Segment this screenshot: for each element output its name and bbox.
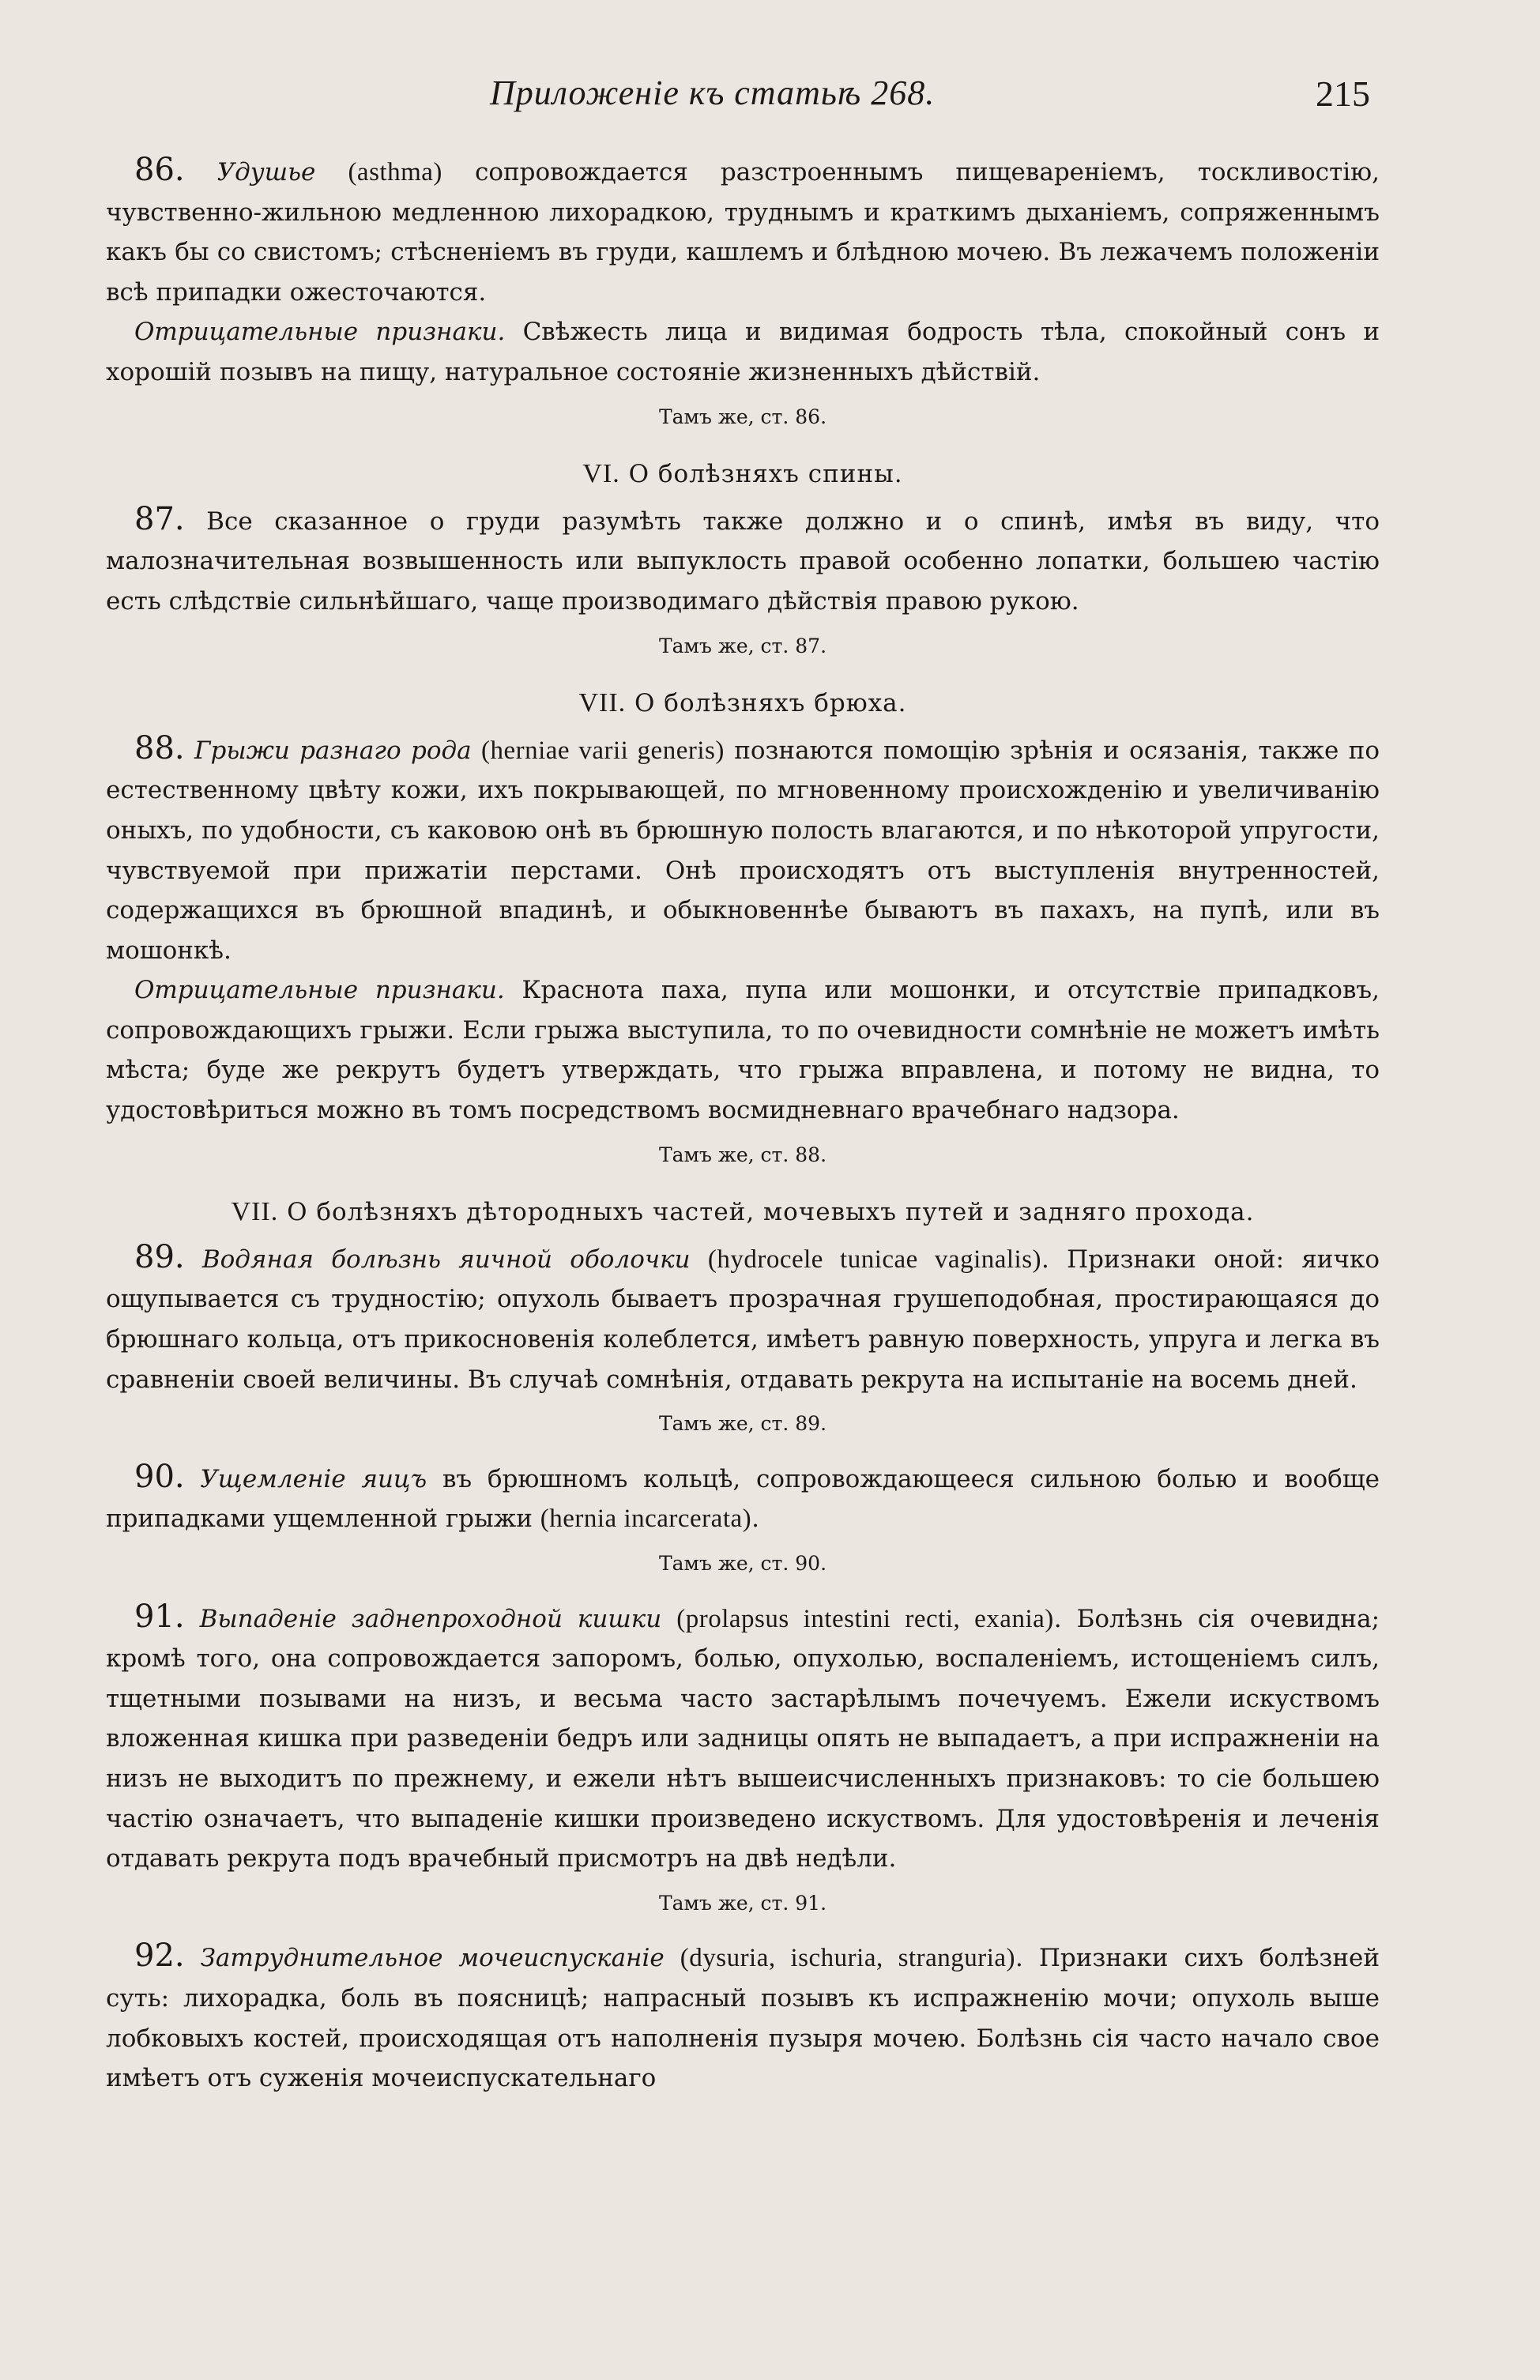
negative-signs-86 [106,312,1380,392]
article-number: 87. [134,500,185,537]
source-reference: Тамъ же, ст. 89. [658,1412,827,1436]
article-text-after: . [751,1504,759,1534]
article-text: сопровождается разстроеннымъ пищевареніемъ, тоскливостію, чувственно-жильною медленною лихорадкою, труднымъ и краткимъ дыханіемъ, сопряженнымъ какъ бы со свистомъ; стѣсненіемъ въ груди, кашлемъ и блѣдною мочею. Въ лежачемъ положеніи всѣ припадки ожесточаются. [106,158,1380,307]
article-89 [106,1237,1380,1399]
latin-term: (dysuria, ischuria, stranguria) [680,1944,1016,1973]
article-87 [106,499,1380,622]
article-number: 86. [134,152,185,188]
running-head [0,73,1540,120]
article-text: . Болѣзнь сія очевидна; кромѣ того, она сопровождается запоромъ, болью, опухолью, воспаленіемъ, истощеніемъ силъ, тщетными позывами на низъ, и весьма часто застарѣлымъ почечуемъ. Ежели искуствомъ вложенная кишка при разведеніи бедръ или задницы опять не выпадаетъ, а при испражненіи на низъ не выходитъ по прежнему, и ежели нѣтъ вышеисчисленныхъ признаковъ: то сіе большею частію означаетъ, что выпаденіе кишки произведено искуствомъ. Для удостовѣренія и леченія отдавать рекрута подъ врачебный присмотръ на двѣ недѣли. [106,1604,1380,1873]
body-text [106,150,1380,2099]
article-91 [106,1597,1380,1879]
article-text: . Признаки сихъ болѣзней суть: лихорадка, боль въ поясницѣ; напрасный позывъ къ испражненію мочи; опухоль выше лобковыхъ костей, происходящая отъ наполненія пузыря мочею. Болѣзнь сія часто начало свое имѣетъ отъ суженія мочеиспускательнаго [106,1944,1380,2093]
latin-term: (prolapsus intestini recti, exania) [676,1604,1054,1633]
article-term: Удушье [217,158,316,186]
article-number: 92. [134,1938,185,1975]
article-86 [106,150,1380,312]
latin-term: (asthma) [348,158,442,186]
section-roman: VII. [231,1197,279,1227]
article-number: 89. [134,1238,185,1275]
article-term: Ущемленіе яицъ [200,1464,427,1493]
source-reference: Тамъ же, ст. 87. [658,634,827,657]
section-heading [106,1192,1380,1233]
latin-term: (hernia incarcerata) [540,1504,752,1534]
section-roman: VI. [582,459,620,489]
article-90 [106,1457,1380,1539]
section-heading [106,683,1380,724]
latin-term: (hydrocele tunicae vaginalis) [707,1245,1042,1274]
article-number: 90. [134,1458,185,1495]
source-reference: Тамъ же, ст. 86. [658,405,827,428]
negative-signs-text: Краснота паха, пупа или мошонки, и отсутствіе припадковъ, сопровождающихъ грыжи. Если грыжа выступила, то по очевидности сомнѣніе не можетъ имѣть мѣста; буде же рекрутъ будетъ утверждать, что грыжа вправлена, и потому не видна, то удостовѣриться можно въ томъ посредствомъ восмидневнаго врачебнаго надзора. [106,976,1380,1125]
negative-signs-text: Свѣжесть лица и видимая бодрость тѣла, спокойный сонъ и хорошій позывъ на пищу, натуральное состояніе жизненныхъ дѣйствій. [106,318,1380,386]
article-92 [106,1936,1380,2098]
page-number: 215 [1316,73,1370,114]
article-number: 91. [134,1598,185,1635]
section-heading [106,454,1380,495]
negative-signs-label: Отрицательные признаки. [134,318,506,347]
article-text: въ брюшномъ кольцѣ, сопровождающееся сильною болью и вообще припадками ущемленной грыжи [106,1464,1380,1534]
source-reference: Тамъ же, ст. 90. [658,1552,827,1575]
source-reference: Тамъ же, ст. 91. [658,1891,827,1915]
article-term: Выпаденіе заднепроходной кишки [199,1604,662,1633]
article-term: Грыжи разнаго рода [194,736,472,765]
negative-signs-label: Отрицательные признаки. [134,976,505,1005]
section-roman: VII. [578,688,627,718]
source-reference: Тамъ же, ст. 88. [658,1143,827,1166]
article-text: познаются помощію зрѣнія и осязанія, также по естественному цвѣту кожи, ихъ покрывающей, по мгновенному происхожденію и увеличиванію оныхъ, по удобности, съ каковою онѣ въ брюшную полость влагаются, и по нѣкоторой упругости, чувствуемой при прижатіи перстами. Онѣ происходятъ отъ выступленія внутренностей, содержащихся въ брюшной впадинѣ, и обыкновеннѣе бываютъ въ пахахъ, на пупѣ, или въ мошонкѣ. [106,736,1380,965]
section-title: О болѣзняхъ брюха. [634,689,907,718]
article-term: Водяная болѣзнь яичной оболочки [201,1245,691,1274]
article-88 [106,729,1380,971]
latin-term: (herniae varii generis) [480,736,725,765]
article-number: 88. [134,729,185,766]
running-title: Приложеніе къ статьѣ 268. [490,73,936,112]
article-text: Все сказанное о груди разумѣть также должно и о спинѣ, имѣя въ виду, что малозначительная возвышенность или выпуклость правой особенно лопатки, большею частію есть слѣдствіе сильнѣйшаго, чаще производимаго дѣйствія правою рукою. [106,507,1380,616]
article-text: . Признаки оной: яичко ощупывается съ трудностію; опухоль бываетъ прозрачная грушеподобная, простирающаяся до брюшнаго кольца, отъ прикосновенія колеблется, имѣетъ равную поверхность, упруга и легка въ сравненіи своей величины. Въ случаѣ сомнѣнія, отдавать рекрута на испытаніе на восемь дней. [106,1245,1380,1394]
section-title: О болѣзняхъ спины. [628,460,903,489]
section-title: О болѣзняхъ дѣтородныхъ частей, мочевыхъ путей и задняго прохода. [287,1198,1255,1227]
negative-signs-88 [106,970,1380,1130]
article-term: Затруднительное мочеиспусканіе [200,1944,665,1973]
